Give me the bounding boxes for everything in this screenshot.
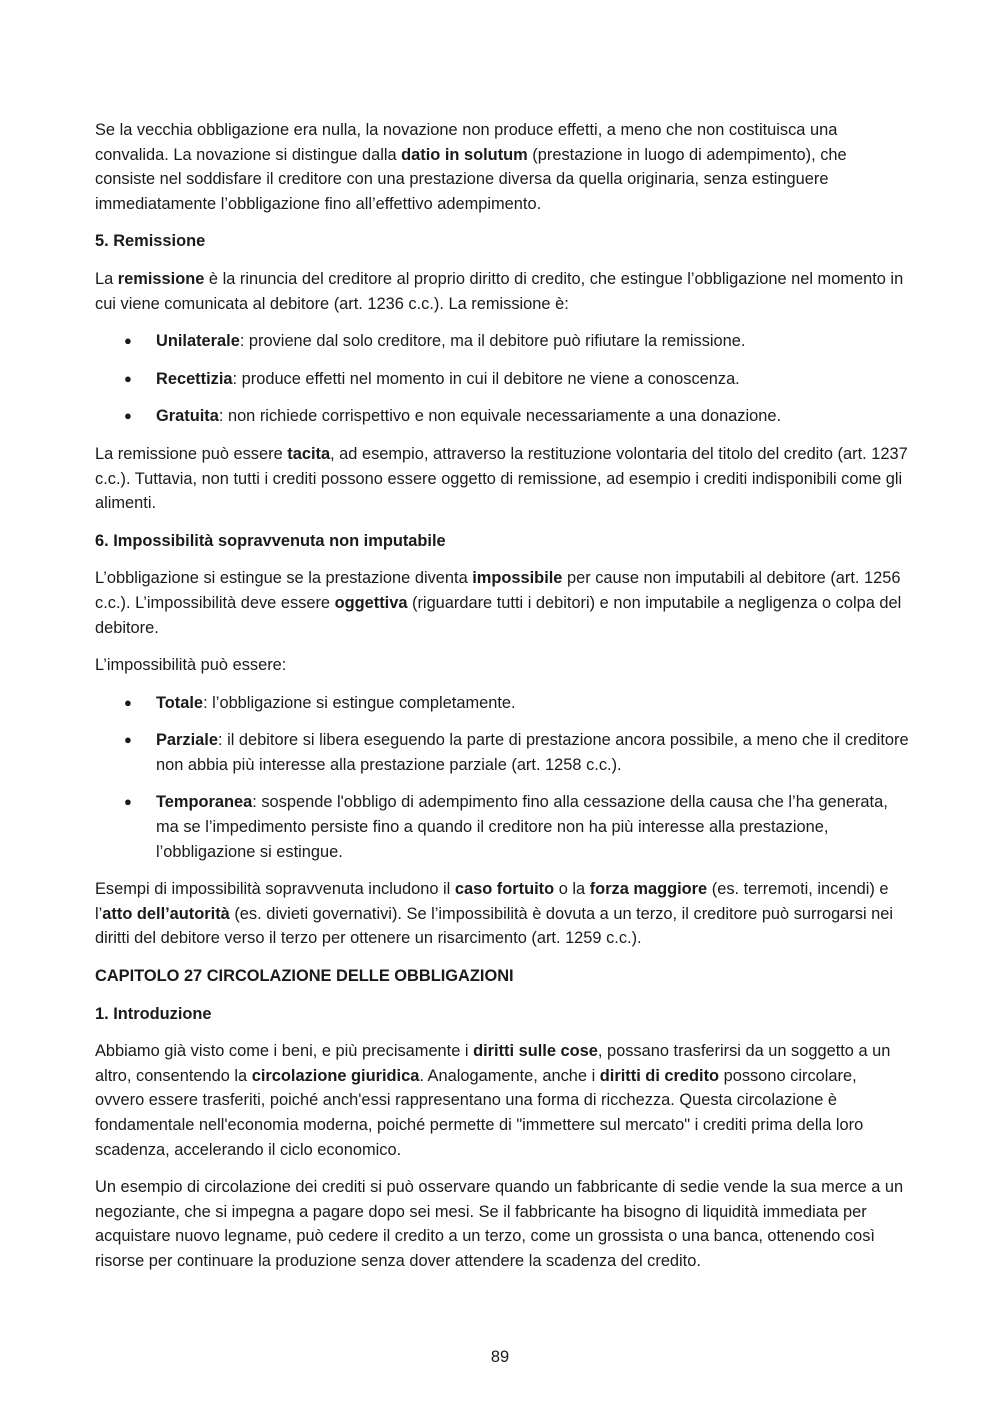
bold-term: caso fortuito	[454, 880, 555, 899]
list-item: ● Recettizia: produce effetti nel momento in cui il debitore ne viene a conoscenza.	[95, 367, 910, 392]
paragraph-esempi: Esempi di impossibilità sopravvenuta includono il caso fortuito o la forza maggiore (es. terremoti, incendi) e l’atto dell’autorità (es. divieti governativi). Se l’impossibilità è dovuta a un terzo, il creditore può surrogarsi nei diritti del debitore verso il terzo per ottenere un risarcimento (art. 1259 c.c.).	[95, 880, 894, 948]
bold-term: diritti di credito	[599, 1066, 720, 1085]
chapter-heading: CAPITOLO 27 CIRCOLAZIONE DELLE OBBLIGAZIONI	[95, 967, 514, 986]
list-item: ● Unilaterale: proviene dal solo creditore, ma il debitore può rifiutare la remissione.	[95, 329, 910, 354]
bold-term: datio in solutum	[401, 145, 528, 164]
list-item: ● Gratuita: non richiede corrispettivo e non equivale necessariamente a una donazione.	[95, 404, 910, 429]
bold-term: oggettiva	[334, 593, 408, 612]
bold-term: diritti sulle cose	[473, 1042, 598, 1061]
paragraph-remissione: La remissione è la rinuncia del creditore al proprio diritto di credito, che estingue l’obbligazione nel momento in cui viene comunicata al debitore (art. 1236 c.c.). La remissione è:	[95, 269, 904, 313]
document-body	[95, 118, 910, 1287]
section-heading-remissione: 5. Remissione	[95, 232, 206, 251]
list-item: ● Temporanea: sospende l'obbligo di adempimento fino alla cessazione della causa che l’ha generata, ma se l’impedimento persiste fino a quando il creditore non ha più interesse alla prestazione, l’obbligazione si estingue.	[95, 790, 910, 864]
bullet-icon: ●	[124, 408, 132, 424]
section-heading-impossibilita: 6. Impossibilità sopravvenuta non imputabile	[95, 531, 446, 550]
bullet-icon: ●	[124, 333, 132, 349]
bold-term: impossibile	[472, 569, 563, 588]
bold-term: tacita	[287, 444, 331, 463]
impossibilita-list	[95, 691, 910, 865]
paragraph-remissione-tacita: La remissione può essere tacita, ad esempio, attraverso la restituzione volontaria del titolo del credito (art. 1237 c.c.). Tuttavia, non tutti i crediti possono essere oggetto di remissione, ad esempio i crediti indisponibili come gli alimenti.	[95, 444, 908, 513]
bold-term: atto dell’autorità	[102, 904, 230, 923]
list-item: ● Parziale: il debitore si libera eseguendo la parte di prestazione ancora possibile, a meno che il creditore non abbia più interesse alla prestazione parziale (art. 1258 c.c.).	[95, 728, 910, 777]
bullet-icon: ●	[124, 370, 132, 386]
paragraph-impossibilita: L’obbligazione si estingue se la prestazione diventa impossibile per cause non imputabili al debitore (art. 1256 c.c.). L’impossibilità deve essere oggettiva (riguardare tutti i debitori) e non imputabile a negligenza o colpa del debitore.	[95, 569, 902, 637]
bold-term: remissione	[117, 269, 205, 288]
bold-term: circolazione giuridica	[251, 1066, 420, 1085]
paragraph-novazione: Se la vecchia obbligazione era nulla, la novazione non produce effetti, a meno che non costituisca una convalida. La novazione si distingue dalla datio in solutum (prestazione in luogo di adempimento), che consiste nel soddisfare il creditore con una prestazione diversa da quella originaria, senza estinguere immediatamente l’obbligazione fino all’effettivo adempimento.	[95, 121, 847, 213]
paragraph-esempio-circolazione: Un esempio di circolazione dei crediti si può osservare quando un fabbricante di sedie vende la sua merce a un negoziante, che si impegna a pagare dopo sei mesi. Se il fabbricante ha bisogno di liquidità immediata per acquistare nuovo legname, può cedere il credito a un terzo, come un grossista o una banca, ottenendo così risorse per continuare la produzione senza dover attendere la scadenza del credito.	[95, 1178, 904, 1270]
bullet-icon: ●	[124, 694, 132, 710]
remissione-list	[95, 329, 910, 429]
bullet-icon: ●	[124, 732, 132, 748]
bold-term: forza maggiore	[589, 880, 708, 899]
paragraph-impossibilita-tipi: L’impossibilità può essere:	[95, 656, 287, 675]
page-number: 89	[490, 1348, 510, 1366]
section-heading-introduzione: 1. Introduzione	[95, 1004, 212, 1023]
list-item: ● Totale: l’obbligazione si estingue completamente.	[95, 691, 910, 716]
paragraph-introduzione: Abbiamo già visto come i beni, e più precisamente i diritti sulle cose, possano trasferirsi da un soggetto a un altro, consentendo la circolazione giuridica. Analogamente, anche i diritti di credito possono circolare, ovvero essere trasferiti, poiché anch'essi rappresentano una forma di ricchezza. Questa circolazione è fondamentale nell'economia moderna, poiché permette di "immettere sul mercato" i crediti prima della loro scadenza, accelerando il ciclo economico.	[95, 1042, 891, 1159]
bullet-icon: ●	[124, 794, 132, 810]
